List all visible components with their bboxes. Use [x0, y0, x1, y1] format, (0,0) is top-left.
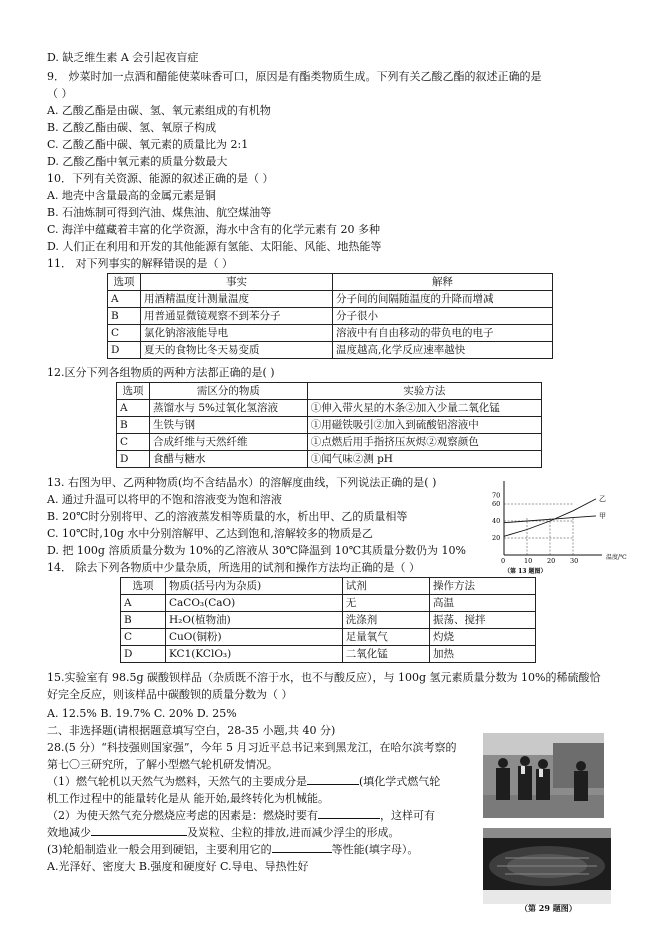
figure-29-caption: （第 29 题图）	[520, 903, 577, 913]
q10-option-b: B. 石油炼制可得到汽油、煤焦油、航空煤油等	[47, 206, 272, 219]
table-cell: ①用磁铁吸引②加入到硫酸铝溶液中	[307, 417, 541, 434]
table-cell: B	[121, 612, 166, 629]
y-tick-label: 40	[492, 517, 501, 525]
q15-stem-cont: 好完全反应，则该样品中碳酸钡的质量分数为（ ）	[47, 688, 293, 701]
table-cell: 加热	[430, 646, 536, 663]
table-cell: 夏天的食物比冬天易变质	[141, 342, 333, 359]
q9-option-d: D. 乙酸乙酯中氧元素的质量分数最大	[47, 155, 228, 168]
table-cell: ①点燃后用手指挤压灰烬②观察颜色	[307, 434, 541, 451]
q28-part2	[47, 808, 435, 823]
solubility-chart	[478, 477, 636, 577]
q14-stem: 14． 除去下列各物质中少量杂质，所选用的试剂和操作方法均正确的是（ ）	[47, 561, 420, 574]
table-cell: 用普通显微镜观察不到苯分子	[141, 308, 333, 325]
q13-stem: 13. 右图为甲、乙两种物质(均不含结晶水）的溶解度曲线，下列说法正确的是( )	[47, 476, 437, 489]
photo-inspection	[483, 733, 604, 818]
table-header: 选项	[108, 274, 141, 291]
q8-option-d: D. 缺乏维生素 A 会引起夜盲症	[47, 51, 199, 64]
q11-stem: 11． 对下列事实的解释错误的是（ ）	[47, 257, 233, 270]
table-cell: 振荡、搅拌	[430, 612, 536, 629]
q9-option-b: B. 乙酸乙酯由碳、氢、氧原子构成	[47, 121, 217, 134]
table-cell: KC1(KClO₃)	[166, 646, 343, 663]
x-tick-label: 0	[501, 557, 506, 565]
table-cell: D	[117, 451, 150, 468]
q28-part2-cont	[47, 825, 400, 840]
table-cell: A	[117, 400, 150, 417]
table-header: 操作方法	[430, 578, 536, 595]
q9-stem: 9． 炒菜时加一点酒和醋能使菜味香可口，原因是有酯类物质生成。下列有关乙酸乙酯的叙述正确的是	[47, 70, 542, 83]
table-cell: ①伸入带火星的木条②加入少量二氧化锰	[307, 400, 541, 417]
q28-part3-text-end: 等性能(填字母）。	[331, 843, 419, 856]
table-cell: A	[108, 291, 141, 308]
table-header: 解释	[332, 274, 552, 291]
table-header: 事实	[141, 274, 333, 291]
q28-part2-cont-end: 及炭粒、尘粒的排放,进而减少浮尘的形成。	[187, 826, 400, 839]
table-cell: 分子很小	[332, 308, 552, 325]
q9-option-a: A. 乙酸乙酯是由碳、氢、氧元素组成的有机物	[47, 104, 271, 117]
x-tick-label: 30	[570, 557, 579, 565]
q10-option-a: A. 地壳中含量最高的金属元素是铜	[47, 189, 216, 202]
table-cell: ①闻气味②测 pH	[307, 451, 541, 468]
table-cell: 食醋与糖水	[150, 451, 308, 468]
table-cell: 氯化钠溶液能导电	[141, 325, 333, 342]
x-axis-label: 温度/℃	[606, 554, 627, 561]
y-tick-label: 20	[492, 534, 501, 542]
series-label: 乙	[599, 494, 606, 503]
answer-blank[interactable]	[318, 808, 380, 819]
table-cell: 高温	[430, 595, 536, 612]
q28-stem-cont: 第七〇三研究所，了解小型燃气轮机研发情况。	[47, 758, 278, 771]
table-cell: 合成纤维与天然纤维	[150, 434, 308, 451]
q9-option-c: C. 乙酸乙酯中碳、氧元素的质量比为 2:1	[47, 138, 249, 151]
answer-blank[interactable]	[272, 842, 332, 853]
table-header: 物质(括号内为杂质)	[166, 578, 343, 595]
photo-inspection-image	[483, 733, 604, 818]
table-cell: D	[121, 646, 166, 663]
table-cell: C	[117, 434, 150, 451]
table-cell: 足量氧气	[342, 629, 429, 646]
table-cell: 无	[342, 595, 429, 612]
table-cell: B	[108, 308, 141, 325]
q28-part1	[47, 774, 440, 789]
table-cell: CuO(铜粉)	[166, 629, 343, 646]
q15-options: A. 12.5% B. 19.7% C. 20% D. 25%	[47, 707, 237, 720]
table-cell: C	[121, 629, 166, 646]
section-2-title: 二、非选择题(请根据题意填写空白，28-35 小题,共 40 分)	[47, 724, 336, 737]
table-cell: D	[108, 342, 141, 359]
answer-blank[interactable]	[91, 825, 187, 836]
table-cell: 温度越高,化学反应速率越快	[332, 342, 552, 359]
series-label: 甲	[599, 511, 606, 520]
photo-turbine-image	[483, 828, 611, 904]
photo-turbine	[483, 828, 611, 904]
chart-caption: （第 13 题图）	[504, 568, 547, 575]
y-tick-label: 60	[492, 500, 501, 508]
q10-option-c: C. 海洋中蕴藏着丰富的化学资源，海水中含有的化学元素有 20 多种	[47, 223, 381, 236]
q11-table	[107, 273, 553, 359]
table-cell: CaCO₃(CaO)	[166, 595, 343, 612]
q13-option-a: A. 通过升温可以将甲的不饱和溶液变为饱和溶液	[47, 493, 282, 506]
table-cell: H₂O(植物油)	[166, 612, 343, 629]
table-header: 需区分的物质	[150, 383, 308, 400]
table-header: 选项	[121, 578, 166, 595]
table-header: 试剂	[342, 578, 429, 595]
q15-stem: 15.实验室有 98.5g 碳酸钡样品（杂质既不溶于水，也不与酸反应），与 100g 氢元素质量分数为 10%的稀硫酸恰	[47, 671, 601, 684]
q28-stem: 28.(5 分）“科技强则国家强”，今年 5 月习近平总书记来到黑龙江，在哈尔滨考察的	[47, 741, 457, 754]
q12-stem: 12.区分下列各组物质的两种方法都正确的是( )	[47, 366, 275, 379]
q28-part2-cont-text: 效地减少	[47, 826, 91, 839]
q14-table	[120, 577, 536, 663]
q10-stem: 10．下列有关资源、能源的叙述正确的是（ ）	[47, 172, 274, 185]
x-tick-label: 10	[524, 557, 533, 565]
q13-option-c: C. 10℃时,10g 水中分别溶解甲、乙达到饱和,溶解较多的物质是乙	[47, 527, 373, 540]
q28-part1-text: （1）燃气轮机以天然气为燃料，天然气的主要成分是	[47, 775, 307, 788]
series-line	[504, 499, 596, 536]
q28-part3	[47, 842, 418, 857]
q28-part1-cont: 机工作过程中的能量转化是从 能开始,最终转化为机械能。	[47, 792, 329, 805]
table-cell: 生铁与钢	[150, 417, 308, 434]
x-tick-label: 20	[547, 557, 556, 565]
q13-option-d: D. 把 100g 溶质质量分数为 10%的乙溶液从 30℃降温到 10℃其质量分数仍为 10%	[47, 544, 466, 557]
table-cell: 溶液中有自由移动的带负电的电子	[332, 325, 552, 342]
table-cell: C	[108, 325, 141, 342]
table-header: 选项	[117, 383, 150, 400]
q10-option-d: D. 人们正在利用和开发的其他能源有氢能、太阳能、风能、地热能等	[47, 240, 382, 253]
q9-paren: （ ）	[47, 87, 73, 100]
table-cell: 灼烧	[430, 629, 536, 646]
q28-part2-text: （2）为使天然气充分燃烧应考虑的因素是：燃烧时要有	[47, 809, 318, 822]
q28-part2-text-end: ，这样可有	[380, 809, 435, 822]
table-header: 实验方法	[307, 383, 541, 400]
table-cell: 分子间的间隔随温度的升降而增减	[332, 291, 552, 308]
table-cell: A	[121, 595, 166, 612]
answer-blank[interactable]	[307, 774, 359, 785]
table-cell: 洗涤剂	[342, 612, 429, 629]
table-cell: 用酒精温度计测量温度	[141, 291, 333, 308]
table-cell: B	[117, 417, 150, 434]
q13-option-b: B. 20℃时分别将甲、乙的溶液蒸发相等质量的水，析出甲、乙的质量相等	[47, 510, 408, 523]
q12-table	[116, 382, 542, 468]
q28-part1-text-end: (填化学式燃气轮	[359, 775, 441, 788]
q28-part3-text: (3)轮船制造业一般会用到硬铝，主要利用它的	[47, 843, 272, 856]
table-cell: 蒸馏水与 5%过氧化氢溶液	[150, 400, 308, 417]
table-cell: 二氧化锰	[342, 646, 429, 663]
y-tick-label: 70	[492, 491, 501, 500]
q28-part3-options: A.光泽好、密度大 B.强度和硬度好 C.导电、导热性好	[47, 860, 309, 873]
